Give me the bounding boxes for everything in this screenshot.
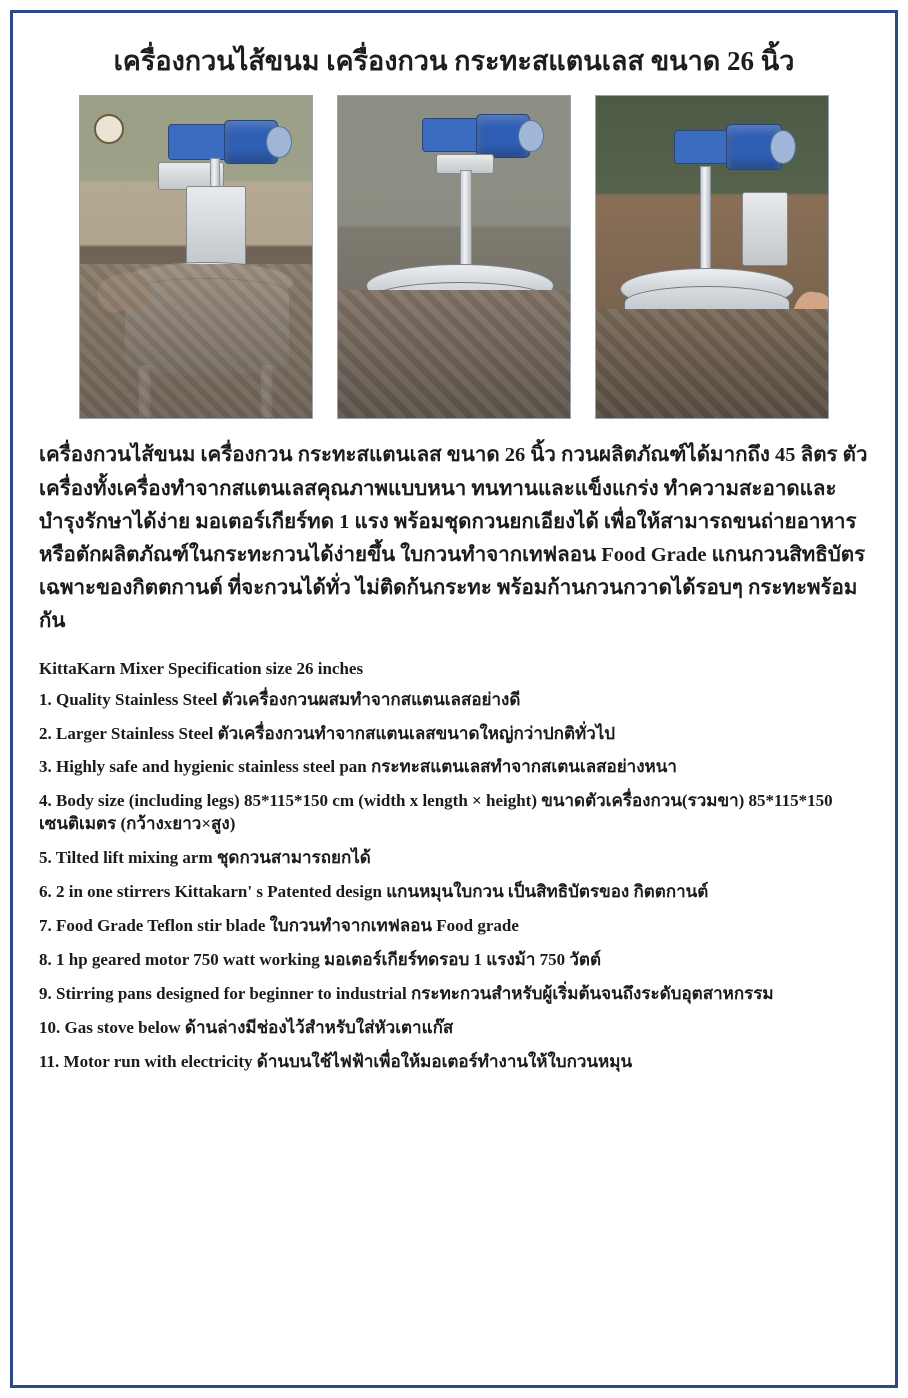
page-title: เครื่องกวนไส้ขนม เครื่องกวน กระทะสแตนเลส ขนาด 26 นิ้ว xyxy=(113,46,795,76)
operator-hand xyxy=(95,269,153,315)
list-item: 6. 2 in one stirrers Kittakarn' s Patented design แกนหมุนใบกวน เป็นสิทธิบัตรของ กิตตกานต์ xyxy=(39,882,709,902)
stand-leg-icon xyxy=(640,378,652,419)
stand-leg-icon xyxy=(260,364,273,418)
mixer-illustration-1 xyxy=(80,96,312,418)
list-item: 3. Highly safe and hygienic stainless steel pan กระทะสแตนเลสทำจากสเตนเลสอย่างหนา xyxy=(39,757,677,777)
stand-leg-icon xyxy=(138,364,151,418)
stand-leg-icon xyxy=(386,378,398,419)
stainless-pan-icon xyxy=(370,282,550,390)
motor-cap-icon xyxy=(518,120,544,152)
list-item: 4. Body size (including legs) 85*115*150 cm (width x length × height) ขนาดตัวเครื่องกวน(รวมขา) 85*115*150 เซนติเมตร (กว้างxยาว×สูง) xyxy=(39,791,833,834)
list-item: 8. 1 hp geared motor 750 watt working มอเตอร์เกียร์ทดรอบ 1 แรงม้า 750 วัตต์ xyxy=(39,950,602,970)
mixer-illustration-3 xyxy=(596,96,828,418)
product-photo-gallery xyxy=(79,95,829,419)
specification-list xyxy=(39,689,869,1085)
product-photo-3[interactable] xyxy=(595,95,829,419)
control-box-icon xyxy=(742,192,788,266)
motor-cap-icon xyxy=(266,126,292,158)
gearbox-icon xyxy=(674,130,732,164)
list-item: 2. Larger Stainless Steel ตัวเครื่องกวนทำจากสแตนเลสขนาดใหญ่กว่าปกติทั่วไป xyxy=(39,723,616,743)
stand-leg-icon xyxy=(524,378,536,419)
product-description: เครื่องกวนไส้ขนม เครื่องกวน กระทะสแตนเลส ขนาด 26 นิ้ว กวนผลิตภัณฑ์ได้มากถึง 45 ลิตร ตัวเครื่องทั้งเครื่องทำจากสแตนเลสคุณภาพแบบหนา ทนทานและแข็งแกร่ง ทำความสะอาดและบำรุงรักษาได้ง่าย มอเตอร์เกียร์ทด 1 แรง พร้อมชุดกวนยกเอียงได้ เพื่อให้สามารถขนถ่ายอาหารหรือตักผลิตภัณฑ์ในกระทะกวนได้ง่ายขึ้น ใบกวนทำจากเทฟลอน Food Grade แกนกวนสิทธิบัตรเฉพาะของกิตตกานต์ ที่จะกวนได้ทั่ว ไม่ติดก้นกระทะ พร้อมก้านกวนกวาดได้รอบๆ กระทะพร้อมกัน xyxy=(39,444,868,633)
product-photo-2[interactable] xyxy=(337,95,571,419)
stir-shaft-icon xyxy=(700,166,711,280)
stand-leg-icon xyxy=(764,378,776,419)
wall-clock-icon xyxy=(94,114,124,144)
mixer-illustration-2 xyxy=(338,96,570,418)
gearbox-icon xyxy=(168,124,230,160)
document-frame xyxy=(10,10,898,1388)
gearbox-icon xyxy=(422,118,482,152)
motor-cap-icon xyxy=(770,130,796,164)
product-photo-1[interactable] xyxy=(79,95,313,419)
list-item: 9. Stirring pans designed for beginner to industrial กระทะกวนสำหรับผู้เริ่มต้นจนถึงระดับอุตสาหกรรม xyxy=(39,984,774,1004)
upper-housing-icon xyxy=(186,186,246,266)
list-item: 11. Motor run with electricity ด้านบนใช้ไฟฟ้าเพื่อให้มอเตอร์ทำงานให้ใบกวนหมุน xyxy=(39,1051,633,1071)
operator-hand xyxy=(788,290,829,355)
gas-hose-icon xyxy=(356,308,399,400)
stainless-pan-icon xyxy=(624,286,790,390)
list-item: 7. Food Grade Teflon stir blade ใบกวนทำจากเทฟลอน Food grade xyxy=(39,916,519,936)
stainless-pan-icon xyxy=(124,278,290,376)
list-item: 1. Quality Stainless Steel ตัวเครื่องกวนผสมทำจากสแตนเลสอย่างดี xyxy=(39,689,521,709)
list-item: 5. Tilted lift mixing arm ชุดกวนสามารถยกได้ xyxy=(39,848,371,868)
specification-heading: KittaKarn Mixer Specification size 26 inches xyxy=(39,658,364,678)
list-item: 10. Gas stove below ด้านล่างมีช่องไว้สำหรับใส่หัวเตาแก๊ส xyxy=(39,1017,454,1037)
pan-rim-icon xyxy=(120,262,294,302)
